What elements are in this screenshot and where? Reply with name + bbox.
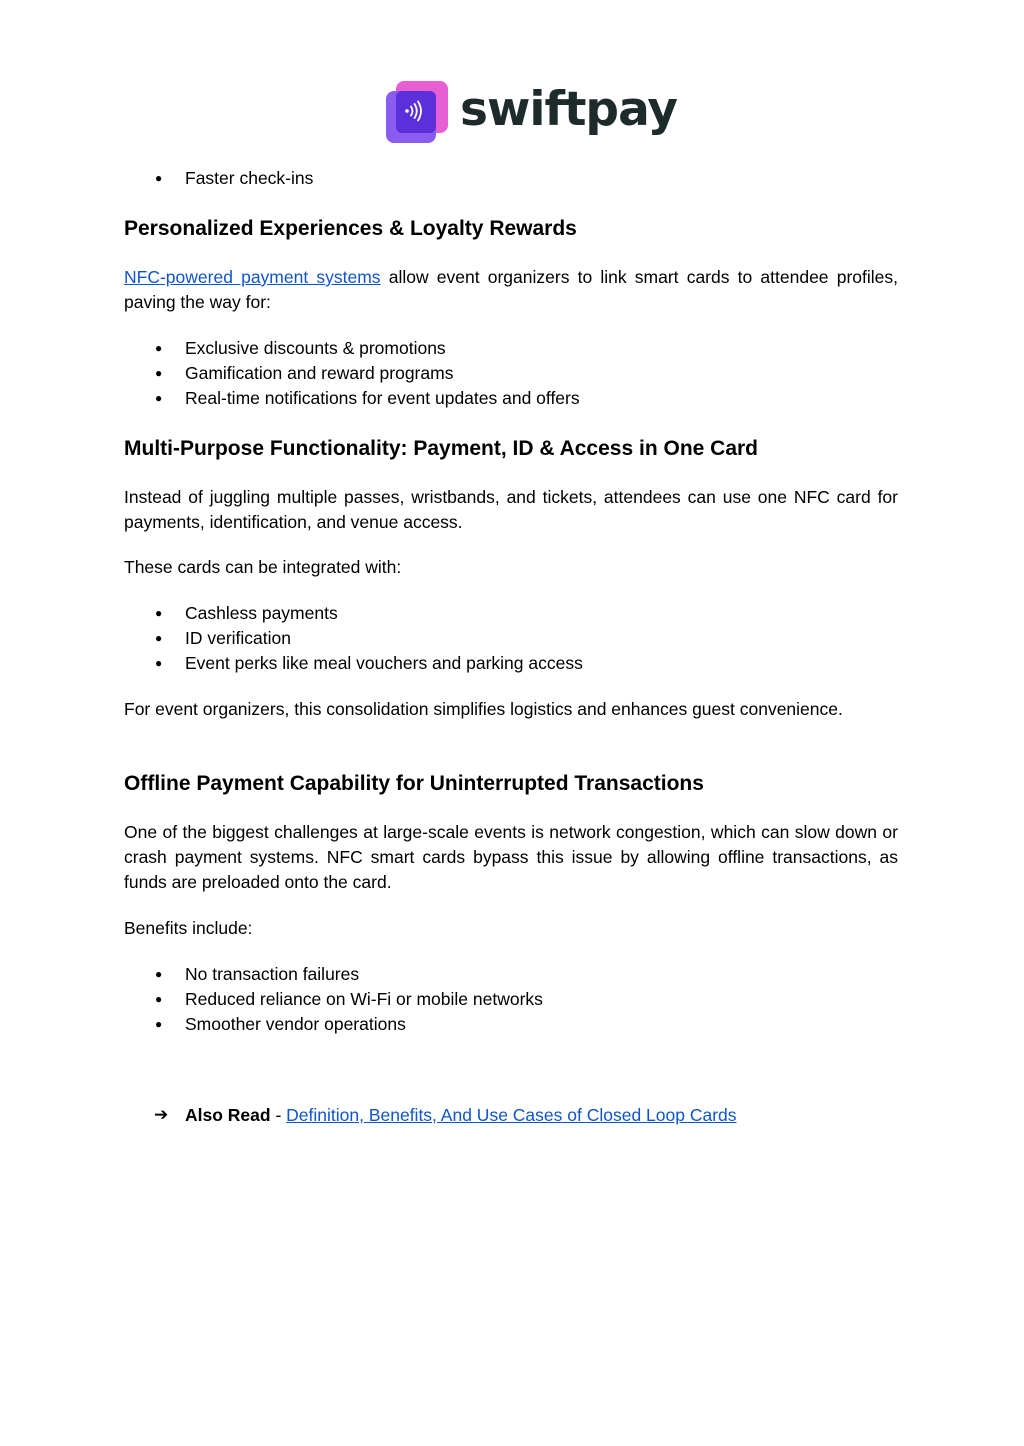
list-item: ● Faster check-ins	[185, 166, 313, 190]
brand-logo	[386, 80, 677, 144]
section-paragraph: Instead of juggling multiple passes, wristbands, and tickets, attendees can use one NFC card for payments, identification, and venue access.	[124, 487, 898, 532]
section-paragraph: For event organizers, this consolidation simplifies logistics and enhances guest convenience.	[124, 699, 843, 719]
list-item: ● ID verification	[185, 626, 291, 650]
section-paragraph: Benefits include:	[124, 918, 253, 938]
list-item: ● No transaction failures	[185, 962, 359, 986]
paragraph-text: allow event organizers to link smart cards to attendee profiles, paving the way for:	[124, 267, 898, 312]
section-paragraph	[124, 265, 898, 315]
brand-name: swiftpay	[460, 81, 677, 137]
arrow-right-icon: ➔	[154, 1105, 169, 1124]
list-item: ● Gamification and reward programs	[185, 361, 453, 385]
list-item: ● Cashless payments	[185, 601, 338, 625]
list-item: ● Event perks like meal vouchers and parking access	[185, 651, 583, 675]
section-heading-offline: Offline Payment Capability for Uninterrupted Transactions	[124, 772, 704, 795]
also-read-label: Also Read	[185, 1105, 271, 1125]
section-heading-loyalty: Personalized Experiences & Loyalty Rewards	[124, 217, 577, 240]
also-read	[154, 1103, 737, 1127]
closed-loop-cards-link[interactable]: Definition, Benefits, And Use Cases of Closed Loop Cards	[286, 1105, 737, 1125]
list-item: ● Exclusive discounts & promotions	[185, 336, 446, 360]
swiftpay-logo-icon	[386, 81, 448, 143]
section-paragraph: These cards can be integrated with:	[124, 557, 402, 577]
also-read-separator: -	[270, 1105, 287, 1125]
section-paragraph: One of the biggest challenges at large-scale events is network congestion, which can slow down or crash payment systems. NFC smart cards bypass this issue by allowing offline transactions, as funds are preloaded onto the card.	[124, 822, 898, 892]
nfc-payment-systems-link[interactable]: NFC-powered payment systems	[124, 267, 381, 287]
list-item: ● Smoother vendor operations	[185, 1012, 406, 1036]
section-heading-multipurpose: Multi-Purpose Functionality: Payment, ID & Access in One Card	[124, 437, 758, 460]
list-item: ● Real-time notifications for event updates and offers	[185, 386, 580, 410]
list-item: ● Reduced reliance on Wi-Fi or mobile networks	[185, 987, 543, 1011]
